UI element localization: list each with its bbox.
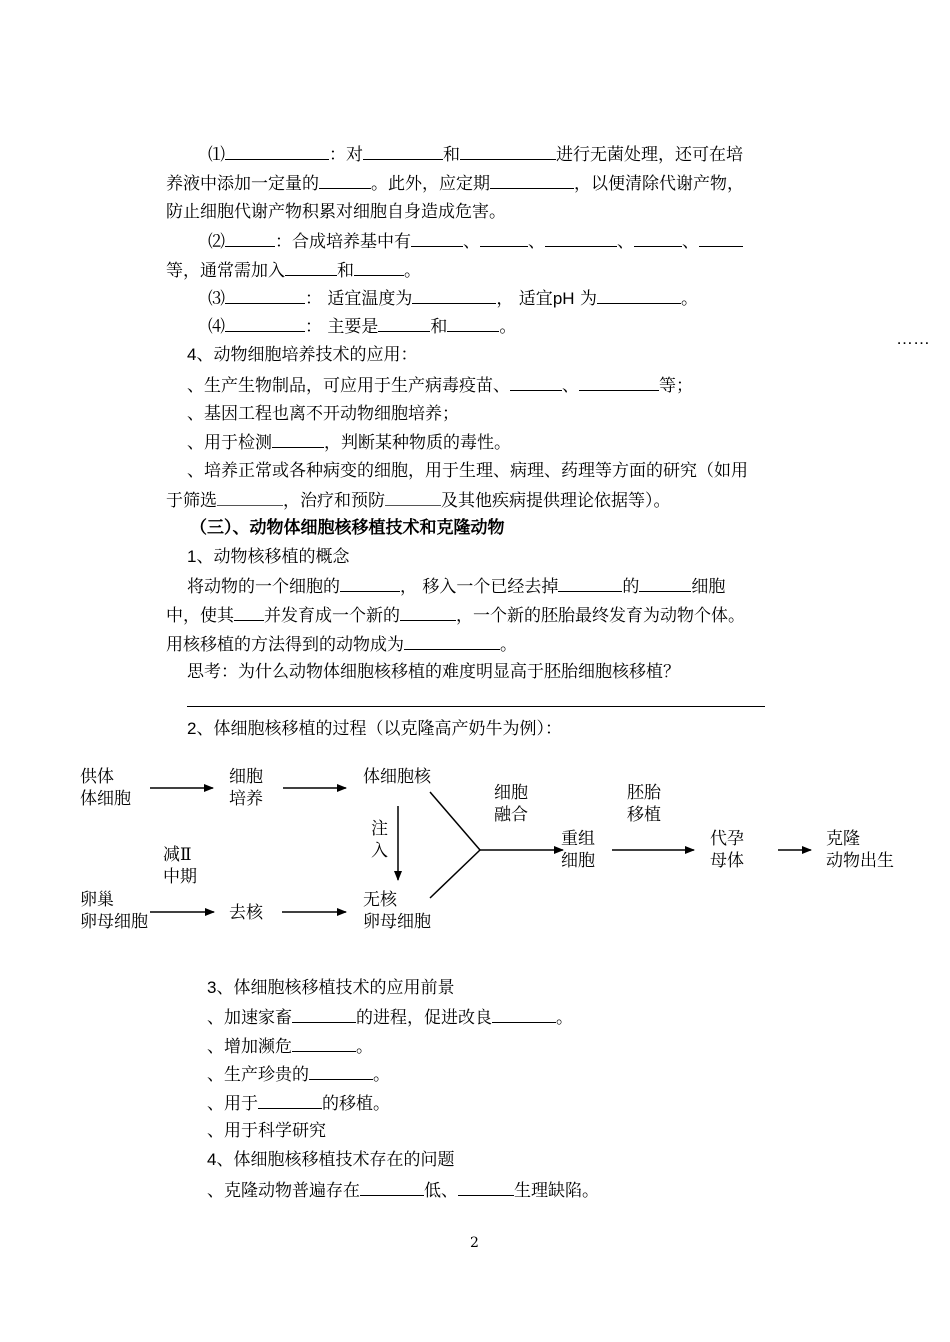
concept-line-3: 用核移植的方法得到的动物成为 。 bbox=[166, 635, 517, 655]
line-5: 等，通常需加入 和 。 bbox=[166, 261, 421, 281]
node-ovary-oocyte: 卵巢 卵母细胞 bbox=[80, 890, 148, 932]
section-3-heading: （三）、动物体细胞核移植技术和克隆动物 bbox=[190, 518, 505, 537]
node-clone-birth: 克隆 动物出生 bbox=[826, 829, 894, 871]
node-donor-cell: 供体 体细胞 bbox=[80, 767, 131, 809]
concept-line-2: 中，使其 并发育成一个新的 ，一个新的胚胎最终发育为动物个体。 bbox=[166, 606, 745, 626]
blank[interactable] bbox=[360, 1180, 424, 1196]
blank[interactable] bbox=[292, 1007, 356, 1023]
node-cell-culture: 细胞 培养 bbox=[229, 767, 263, 809]
prospect-line-2: 、增加濒危 。 bbox=[207, 1037, 373, 1057]
label-meiosis: 减Ⅱ 中期 bbox=[163, 845, 197, 887]
ellipsis: …… bbox=[896, 329, 930, 348]
prospect-line-1: 、加速家畜 的进程，促进改良 。 bbox=[207, 1008, 573, 1028]
label-inject: 注 入 bbox=[371, 819, 388, 861]
blank[interactable] bbox=[309, 1064, 373, 1080]
node-enucleated-oocyte: 无核 卵母细胞 bbox=[363, 890, 431, 932]
page-number: 2 bbox=[470, 1235, 479, 1251]
app-line-1: 、生产生物制品，可应用于生产病毒疫苗、 、 等； bbox=[187, 376, 693, 396]
prospect-line-4: 、用于 的移植。 bbox=[207, 1094, 390, 1114]
converge-top bbox=[430, 792, 480, 850]
line-7: ⑷ ： 主要是 和 。 bbox=[208, 317, 517, 337]
blank[interactable] bbox=[492, 1007, 556, 1023]
concept-line-1: 将动物的一个细胞的 ， 移入一个已经去掉 的 细胞 bbox=[187, 577, 726, 597]
prospect-line-5: 、用于科学研究 bbox=[207, 1121, 326, 1141]
converge-bottom bbox=[430, 850, 480, 898]
blank[interactable] bbox=[458, 1180, 514, 1196]
app-line-3: 、用于检测 ，判断某种物质的毒性。 bbox=[187, 433, 511, 453]
blank[interactable] bbox=[258, 1093, 322, 1109]
app-line-4: 、培养正常或各种病变的细胞，用于生理、病理、药理等方面的研究（如用 bbox=[187, 461, 748, 481]
node-surrogate: 代孕 母体 bbox=[710, 829, 744, 871]
section-4-title: 4、动物细胞培养技术的应用： bbox=[187, 345, 418, 365]
line-1: ⑴ ：对 和 进行无菌处理，还可在培 bbox=[208, 145, 743, 165]
label-cell-fusion: 细胞 融合 bbox=[494, 783, 528, 825]
problems-line-1: 、克隆动物普遍存在 低、 生理缺陷。 bbox=[207, 1181, 599, 1201]
app-line-5: 于筛选 ，治疗和预防 及其他疾病提供理论依据等）。 bbox=[166, 491, 671, 511]
prospect-line-3: 、生产珍贵的 。 bbox=[207, 1065, 390, 1085]
line-6: ⑶ ： 适宜温度为 ， 适宜pH 为 。 bbox=[208, 289, 698, 309]
line-3: 防止细胞代谢产物积累对细胞自身造成危害。 bbox=[166, 202, 506, 222]
process-title: 2、体细胞核移植的过程（以克隆高产奶牛为例）： bbox=[187, 719, 562, 739]
node-recombinant-cell: 重组 细胞 bbox=[561, 829, 595, 871]
line-2: 养液中添加一定量的 。此外，应定期 ，以便清除代谢产物， bbox=[166, 174, 744, 194]
label-embryo-transfer: 胚胎 移植 bbox=[627, 783, 661, 825]
blank[interactable] bbox=[292, 1036, 356, 1052]
app-line-2: 、基因工程也离不开动物细胞培养； bbox=[187, 404, 459, 424]
prospect-title: 3、体细胞核移植技术的应用前景 bbox=[207, 978, 455, 998]
concept-title: 1、动物核移植的概念 bbox=[187, 547, 350, 567]
problems-title: 4、体细胞核移植技术存在的问题 bbox=[207, 1150, 455, 1170]
node-somatic-nucleus: 体细胞核 bbox=[363, 767, 431, 787]
think-question: 思考：为什么动物体细胞核移植的难度明显高于胚胎细胞核移植？ bbox=[187, 662, 680, 682]
line-4: ⑵ ：合成培养基中有 、 、 、 、 bbox=[208, 231, 743, 252]
node-enucleate: 去核 bbox=[229, 903, 263, 923]
